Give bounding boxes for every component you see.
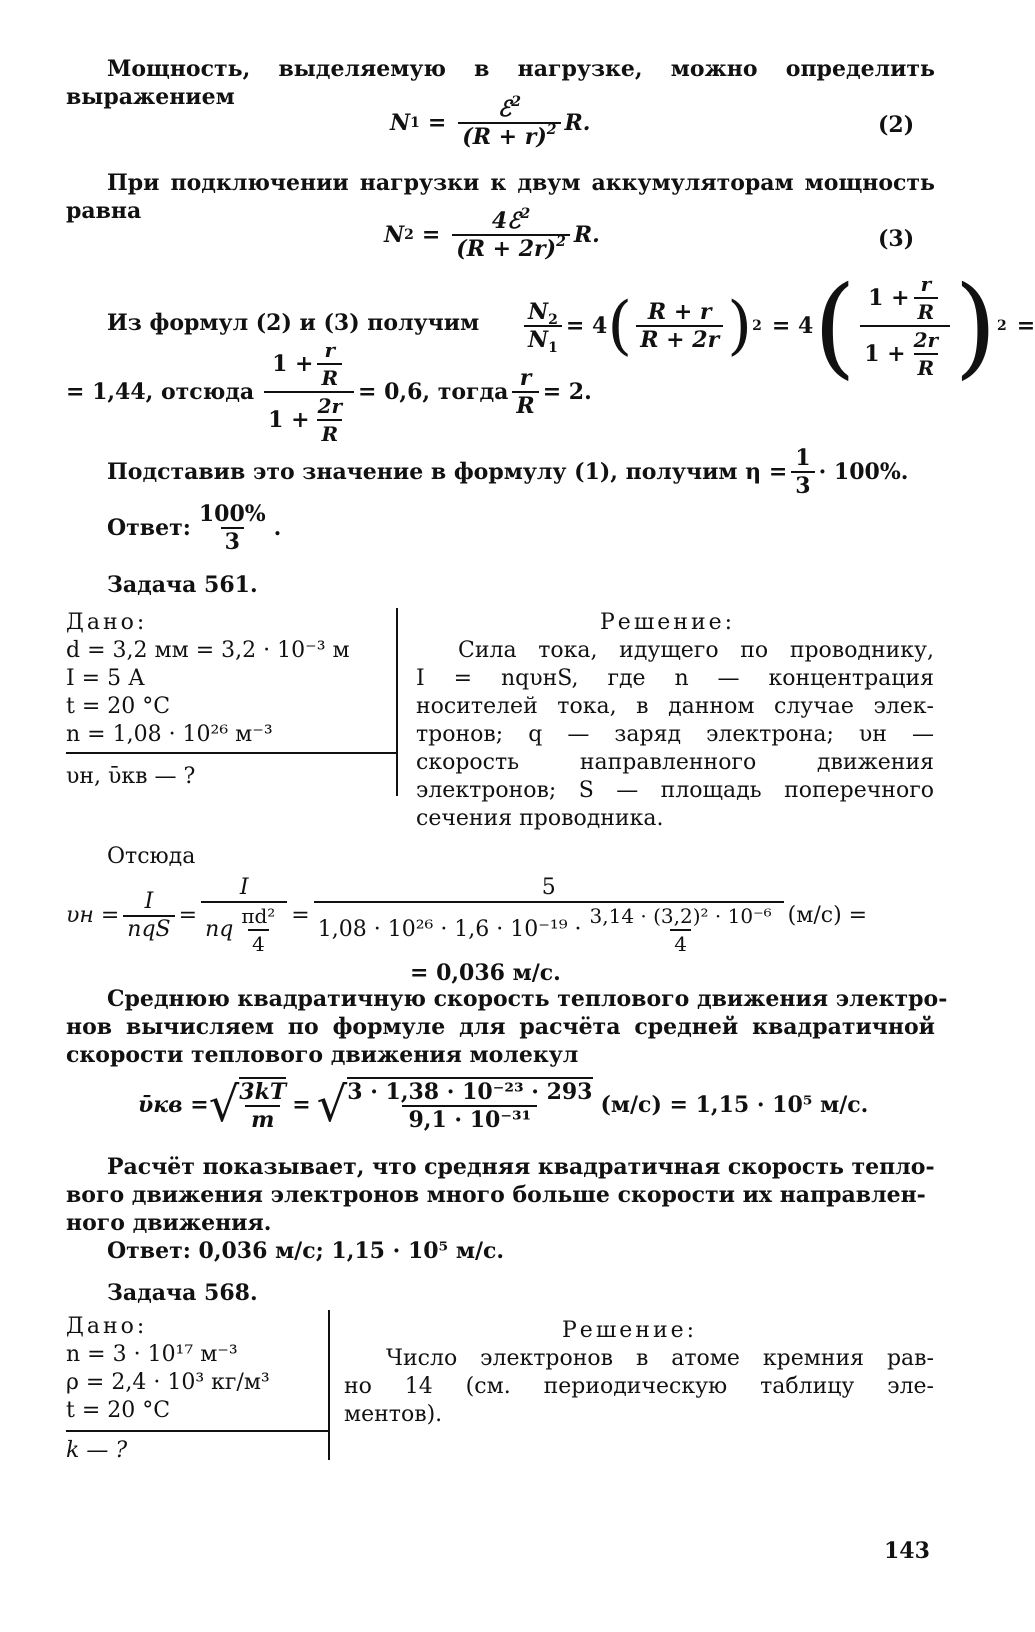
find-568: k — ?: [66, 1438, 128, 1463]
equation-ratio: $\frac{N_2}{N_1}$ = 4 ( $\frac{R + r}{R + 2r}$ ) 2 = 4 ( 1 + $\frac{r}{R}$ 1 + $\frac{2r}{R}$ ) 2 =: [520, 270, 1035, 382]
solution-line-3: носителей тока, в данном случае элек-: [416, 694, 934, 719]
paragraph-two-batteries: При подключении нагрузки к двум аккумуляторам мощность: [107, 170, 935, 196]
paragraph-power-load-cont: выражением: [66, 84, 235, 110]
solution-title-561: Решение:: [600, 610, 736, 635]
answer-1: Ответ: $\frac{100\%}{3}$ .: [107, 501, 282, 555]
given-568-rho: ρ = 2,4 · 10³ кг/м³: [66, 1370, 270, 1395]
equation-tag-2: (2): [878, 112, 915, 138]
solution-line-4: тронов; q — заряд электрона; υн —: [416, 722, 934, 747]
solution-line-5: скорость направленного движения: [416, 750, 934, 775]
equation-line-144: = 1,44, отсюда 1 + $\frac{r}{R}$ 1 + $\frac{2r}{R}$ = 0,6, тогда $\frac{r}{R}$ = 2.: [66, 338, 592, 446]
solution-title-568: Решение:: [562, 1318, 698, 1343]
solution-line-2: I = nqυнS, где n — концентрация: [416, 666, 934, 691]
paragraph-calc-3: ного движения.: [66, 1210, 272, 1236]
given-568-t: t = 20 °C: [66, 1398, 171, 1423]
paragraph-from-formulas: Из формул (2) и (3) получим: [107, 310, 480, 336]
given-vertical-line-568: [328, 1310, 330, 1460]
equation-vn: υн = $\frac{I}{\text{nqS}}$ = I nq $\frac{\text{πd²}}{4}$ = 5 1,08 · 10²⁶ · 1,6 · 10⁻¹⁹ · $\frac{\text{3,14 · (3,2)² · 10⁻⁶}}{4}$ (м/с) =: [66, 875, 868, 956]
given-line-t: t = 20 °C: [66, 694, 171, 719]
paragraph-calc-2: вого движения электронов много больше скорости их направлен-: [66, 1182, 926, 1208]
paragraph-rms-1: Среднюю квадратичную скорость теплового движения электро-: [107, 986, 948, 1012]
paragraph-two-batteries-cont: равна: [66, 198, 142, 224]
paragraph-substituting: Подставив это значение в формулу (1), получим η = $\frac{1}{3}$ · 100%.: [107, 445, 909, 499]
given-divider-568: [66, 1430, 330, 1432]
given-title-561: Дано:: [66, 610, 148, 635]
solution-line-6: электронов; S — площадь поперечного: [416, 778, 934, 803]
paragraph-power-load: Мощность, выделяемую в нагрузке, можно определить: [107, 56, 935, 82]
task-568-title: Задача 568.: [107, 1280, 258, 1306]
answer-2: Ответ: 0,036 м/с; 1,15 · 10⁵ м/с.: [107, 1238, 505, 1264]
equation-2: N 1 = $\frac{ℰ^2}{(R + r)^2}$ R.: [390, 94, 591, 150]
given-568-n: n = 3 · 10¹⁷ м⁻³: [66, 1342, 238, 1367]
find-561: υн, ῡкв — ?: [66, 764, 196, 789]
solution-568-line-2: но 14 (см. периодическую таблицу эле-: [344, 1374, 934, 1399]
solution-568-line-3: ментов).: [344, 1402, 443, 1427]
paragraph-rms-3: скорости теплового движения молекул: [66, 1042, 579, 1068]
equation-tag-3: (3): [878, 226, 915, 252]
given-title-568: Дано:: [66, 1314, 148, 1339]
given-line-d: d = 3,2 мм = 3,2 · 10⁻³ м: [66, 638, 350, 663]
solution-line-7: сечения проводника.: [416, 806, 664, 831]
given-divider-561: [66, 752, 398, 754]
solution-568-line-1: Число электронов в атоме кремния рав-: [386, 1346, 934, 1371]
page-number: 143: [884, 1538, 930, 1564]
sqrt-symbol-1: √ 3kT m: [208, 1077, 287, 1133]
given-vertical-line-561: [396, 608, 398, 796]
equation-vkv: ῡкв = √ 3kT m = √ 3 · 1,38 · 10⁻²³ · 293 9,1 · 10⁻³¹ (м/с) = 1,15 · 10⁵ м/с.: [138, 1077, 869, 1133]
solution-line-1: Сила тока, идущего по проводнику,: [458, 638, 934, 663]
otsyuda: Отсюда: [107, 844, 196, 869]
equation-3: N 2 = $\frac{4ℰ^2}{(R + 2r)^2}$ R.: [384, 206, 600, 262]
equation-vn-result: = 0,036 м/с.: [410, 960, 561, 986]
task-561-title: Задача 561.: [107, 572, 258, 598]
given-line-n: n = 1,08 · 10²⁶ м⁻³: [66, 722, 273, 747]
sqrt-symbol-2: √ 3 · 1,38 · 10⁻²³ · 293 9,1 · 10⁻³¹: [316, 1077, 593, 1133]
given-line-I: I = 5 А: [66, 666, 145, 691]
paragraph-calc-1: Расчёт показывает, что средняя квадратичная скорость тепло-: [107, 1154, 935, 1180]
paragraph-rms-2: нов вычисляем по формуле для расчёта средней квадратичной: [66, 1014, 935, 1040]
